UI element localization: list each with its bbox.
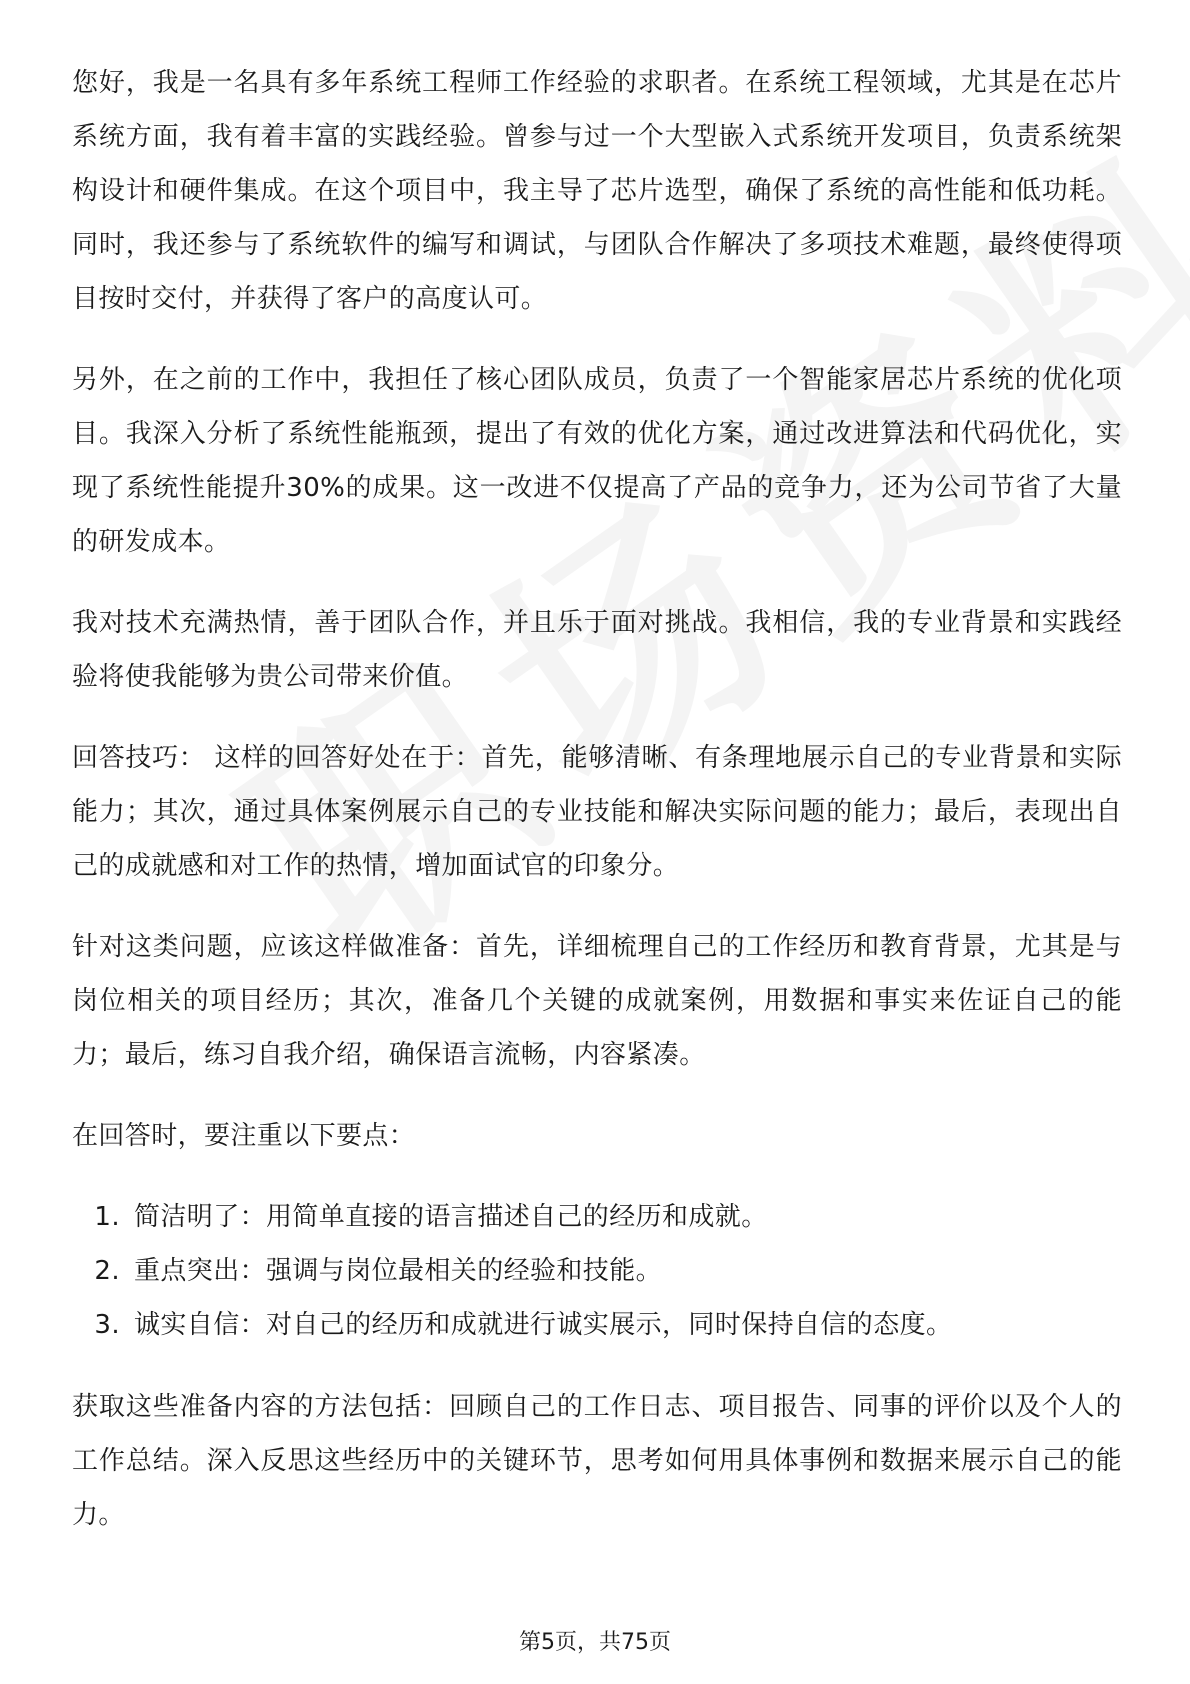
paragraph-intro: 您好，我是一名具有多年系统工程师工作经验的求职者。在系统工程领域，尤其是在芯片系统方面，我有着丰富的实践经验。曾参与过一个大型嵌入式系统开发项目，负责系统架构设计和硬件集成。在这个项目中，我主导了芯片选型，确保了系统的高性能和低功耗。同时，我还参与了系统软件的编写和调试，与团队合作解决了多项技术难题，最终使得项目按时交付，并获得了客户的高度认可。 (72, 68, 1122, 314)
list-item (72, 1190, 1122, 1244)
paragraph-answer-tips: 回答技巧： 这样的回答好处在于：首先，能够清晰、有条理地展示自己的专业背景和实际能力；其次，通过具体案例展示自己的专业技能和解决实际问题的能力；最后，表现出自己的成就感和对工作的热情，增加面试官的印象分。 (72, 743, 1122, 881)
paragraph-experience: 另外，在之前的工作中，我担任了核心团队成员，负责了一个智能家居芯片系统的优化项目。我深入分析了系统性能瓶颈，提出了有效的优化方案，通过改进算法和代码优化，实现了系统性能提升30%的成果。这一改进不仅提高了产品的竞争力，还为公司节省了大量的研发成本。 (72, 365, 1122, 557)
page-number: 第5页，共75页 (519, 1630, 671, 1655)
list-item-number: 2. (94, 1256, 120, 1286)
paragraph-key-points-intro: 在回答时，要注重以下要点： (72, 1121, 416, 1151)
document-body (72, 56, 1122, 1569)
key-points-list (72, 1190, 1122, 1352)
list-item (72, 1298, 1122, 1352)
list-item (72, 1244, 1122, 1298)
paragraph-methods: 获取这些准备内容的方法包括：回顾自己的工作日志、项目报告、同事的评价以及个人的工作总结。深入反思这些经历中的关键环节，思考如何用具体事例和数据来展示自己的能力。 (72, 1392, 1122, 1530)
paragraph-preparation: 针对这类问题，应该这样做准备：首先，详细梳理自己的工作经历和教育背景，尤其是与岗位相关的项目经历；其次，准备几个关键的成就案例，用数据和事实来佐证自己的能力；最后，练习自我介绍，确保语言流畅，内容紧凑。 (72, 932, 1122, 1070)
list-item-text: 简洁明了：用简单直接的语言描述自己的经历和成就。 (134, 1202, 768, 1232)
paragraph-motivation: 我对技术充满热情，善于团队合作，并且乐于面对挑战。我相信，我的专业背景和实践经验将使我能够为贵公司带来价值。 (72, 608, 1122, 692)
list-item-number: 3. (94, 1310, 120, 1340)
list-item-text: 诚实自信：对自己的经历和成就进行诚实展示，同时保持自信的态度。 (134, 1310, 953, 1340)
list-item-text: 重点突出：强调与岗位最相关的经验和技能。 (134, 1256, 663, 1286)
list-item-number: 1. (94, 1202, 120, 1232)
